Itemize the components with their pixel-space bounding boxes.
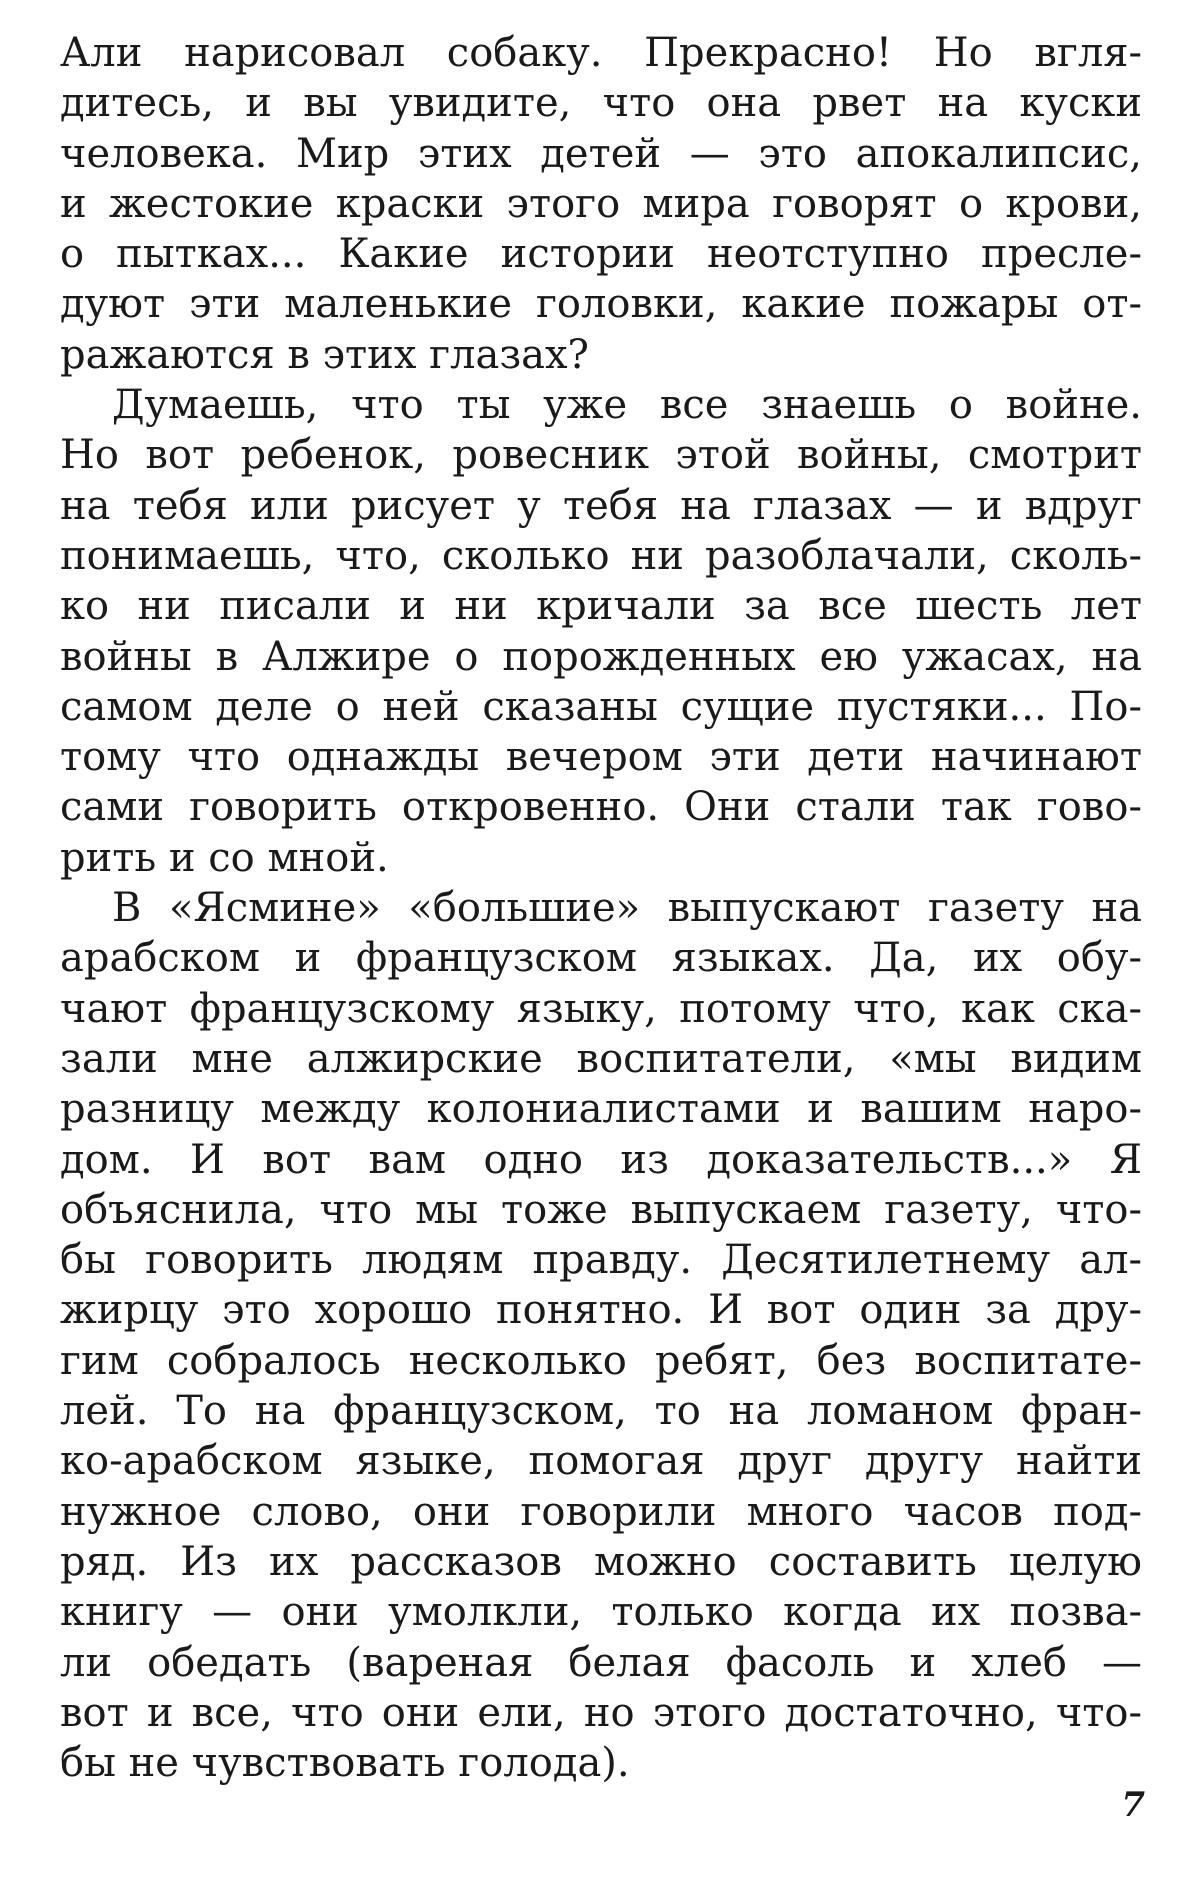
paragraph: [60, 380, 1142, 883]
text-line: чают французскому языку, потому что, как ска-: [60, 985, 1142, 1032]
text-line: о пытках... Какие истории неотступно пресле-: [60, 231, 1142, 278]
text-line: жирцу это хорошо понятно. И вот один за дру-: [60, 1287, 1142, 1334]
text-line: бы не чувствовать голода).: [60, 1740, 630, 1787]
text-line: на тебя или рисует у тебя на глазах — и вдруг: [60, 482, 1142, 529]
text-line: ражаются в этих глазах?: [60, 331, 589, 378]
paragraph: [60, 883, 1142, 1788]
body-text: [60, 28, 1142, 1788]
text-line: дуют эти маленькие головки, какие пожары от-: [60, 281, 1142, 328]
text-line: объяснила, что мы тоже выпускаем газету, что-: [60, 1186, 1142, 1233]
text-line: понимаешь, что, сколько ни разоблачали, сколь-: [60, 532, 1142, 579]
text-line: самом деле о ней сказаны сущие пустяки... По-: [60, 683, 1142, 730]
text-line: Но вот ребенок, ровесник этой войны, смотрит: [60, 432, 1142, 479]
text-line: дитесь, и вы увидите, что она рвет на куски: [60, 80, 1142, 127]
page-number: 7: [1121, 1785, 1145, 1825]
text-line: человека. Мир этих детей — это апокалипсис,: [60, 130, 1142, 177]
text-line: нужное слово, они говорили много часов под-: [60, 1488, 1142, 1535]
text-line: Думаешь, что ты уже все знаешь о войне.: [112, 382, 1142, 429]
text-line: войны в Алжире о порожденных ею ужасах, на: [60, 633, 1142, 680]
text-line: гим собралось несколько ребят, без воспитате-: [60, 1337, 1142, 1384]
text-line: ко ни писали и ни кричали за все шесть лет: [60, 583, 1142, 630]
text-line: разницу между колониалистами и вашим наро-: [60, 1086, 1142, 1133]
text-line: В «Ясмине» «большие» выпускают газету на: [112, 885, 1142, 932]
text-line: дом. И вот вам одно из доказательств...» Я: [60, 1136, 1142, 1183]
text-line: тому что однажды вечером эти дети начинают: [60, 734, 1142, 781]
text-line: ряд. Из их рассказов можно составить целую: [60, 1538, 1142, 1585]
text-line: ко-арабском языке, помогая друг другу найти: [60, 1438, 1142, 1485]
text-line: зали мне алжирские воспитатели, «мы видим: [60, 1035, 1142, 1082]
text-line: сами говорить откровенно. Они стали так гово-: [60, 784, 1142, 831]
text-line: и жестокие краски этого мира говорят о крови,: [60, 180, 1142, 227]
text-line: Али нарисовал собаку. Прекрасно! Но вгля-: [60, 30, 1142, 76]
text-line: бы говорить людям правду. Десятилетнему ал-: [60, 1237, 1142, 1284]
text-line: рить и со мной.: [60, 834, 389, 881]
paragraph: [60, 28, 1142, 380]
text-line: вот и все, что они ели, но этого достаточно, что-: [60, 1689, 1142, 1736]
text-line: ли обедать (вареная белая фасоль и хлеб —: [60, 1639, 1142, 1686]
text-line: арабском и французском языках. Да, их обу-: [60, 935, 1142, 982]
text-line: книгу — они умолкли, только когда их позва-: [60, 1589, 1142, 1636]
text-line: лей. То на французском, то на ломаном фран-: [60, 1388, 1142, 1435]
